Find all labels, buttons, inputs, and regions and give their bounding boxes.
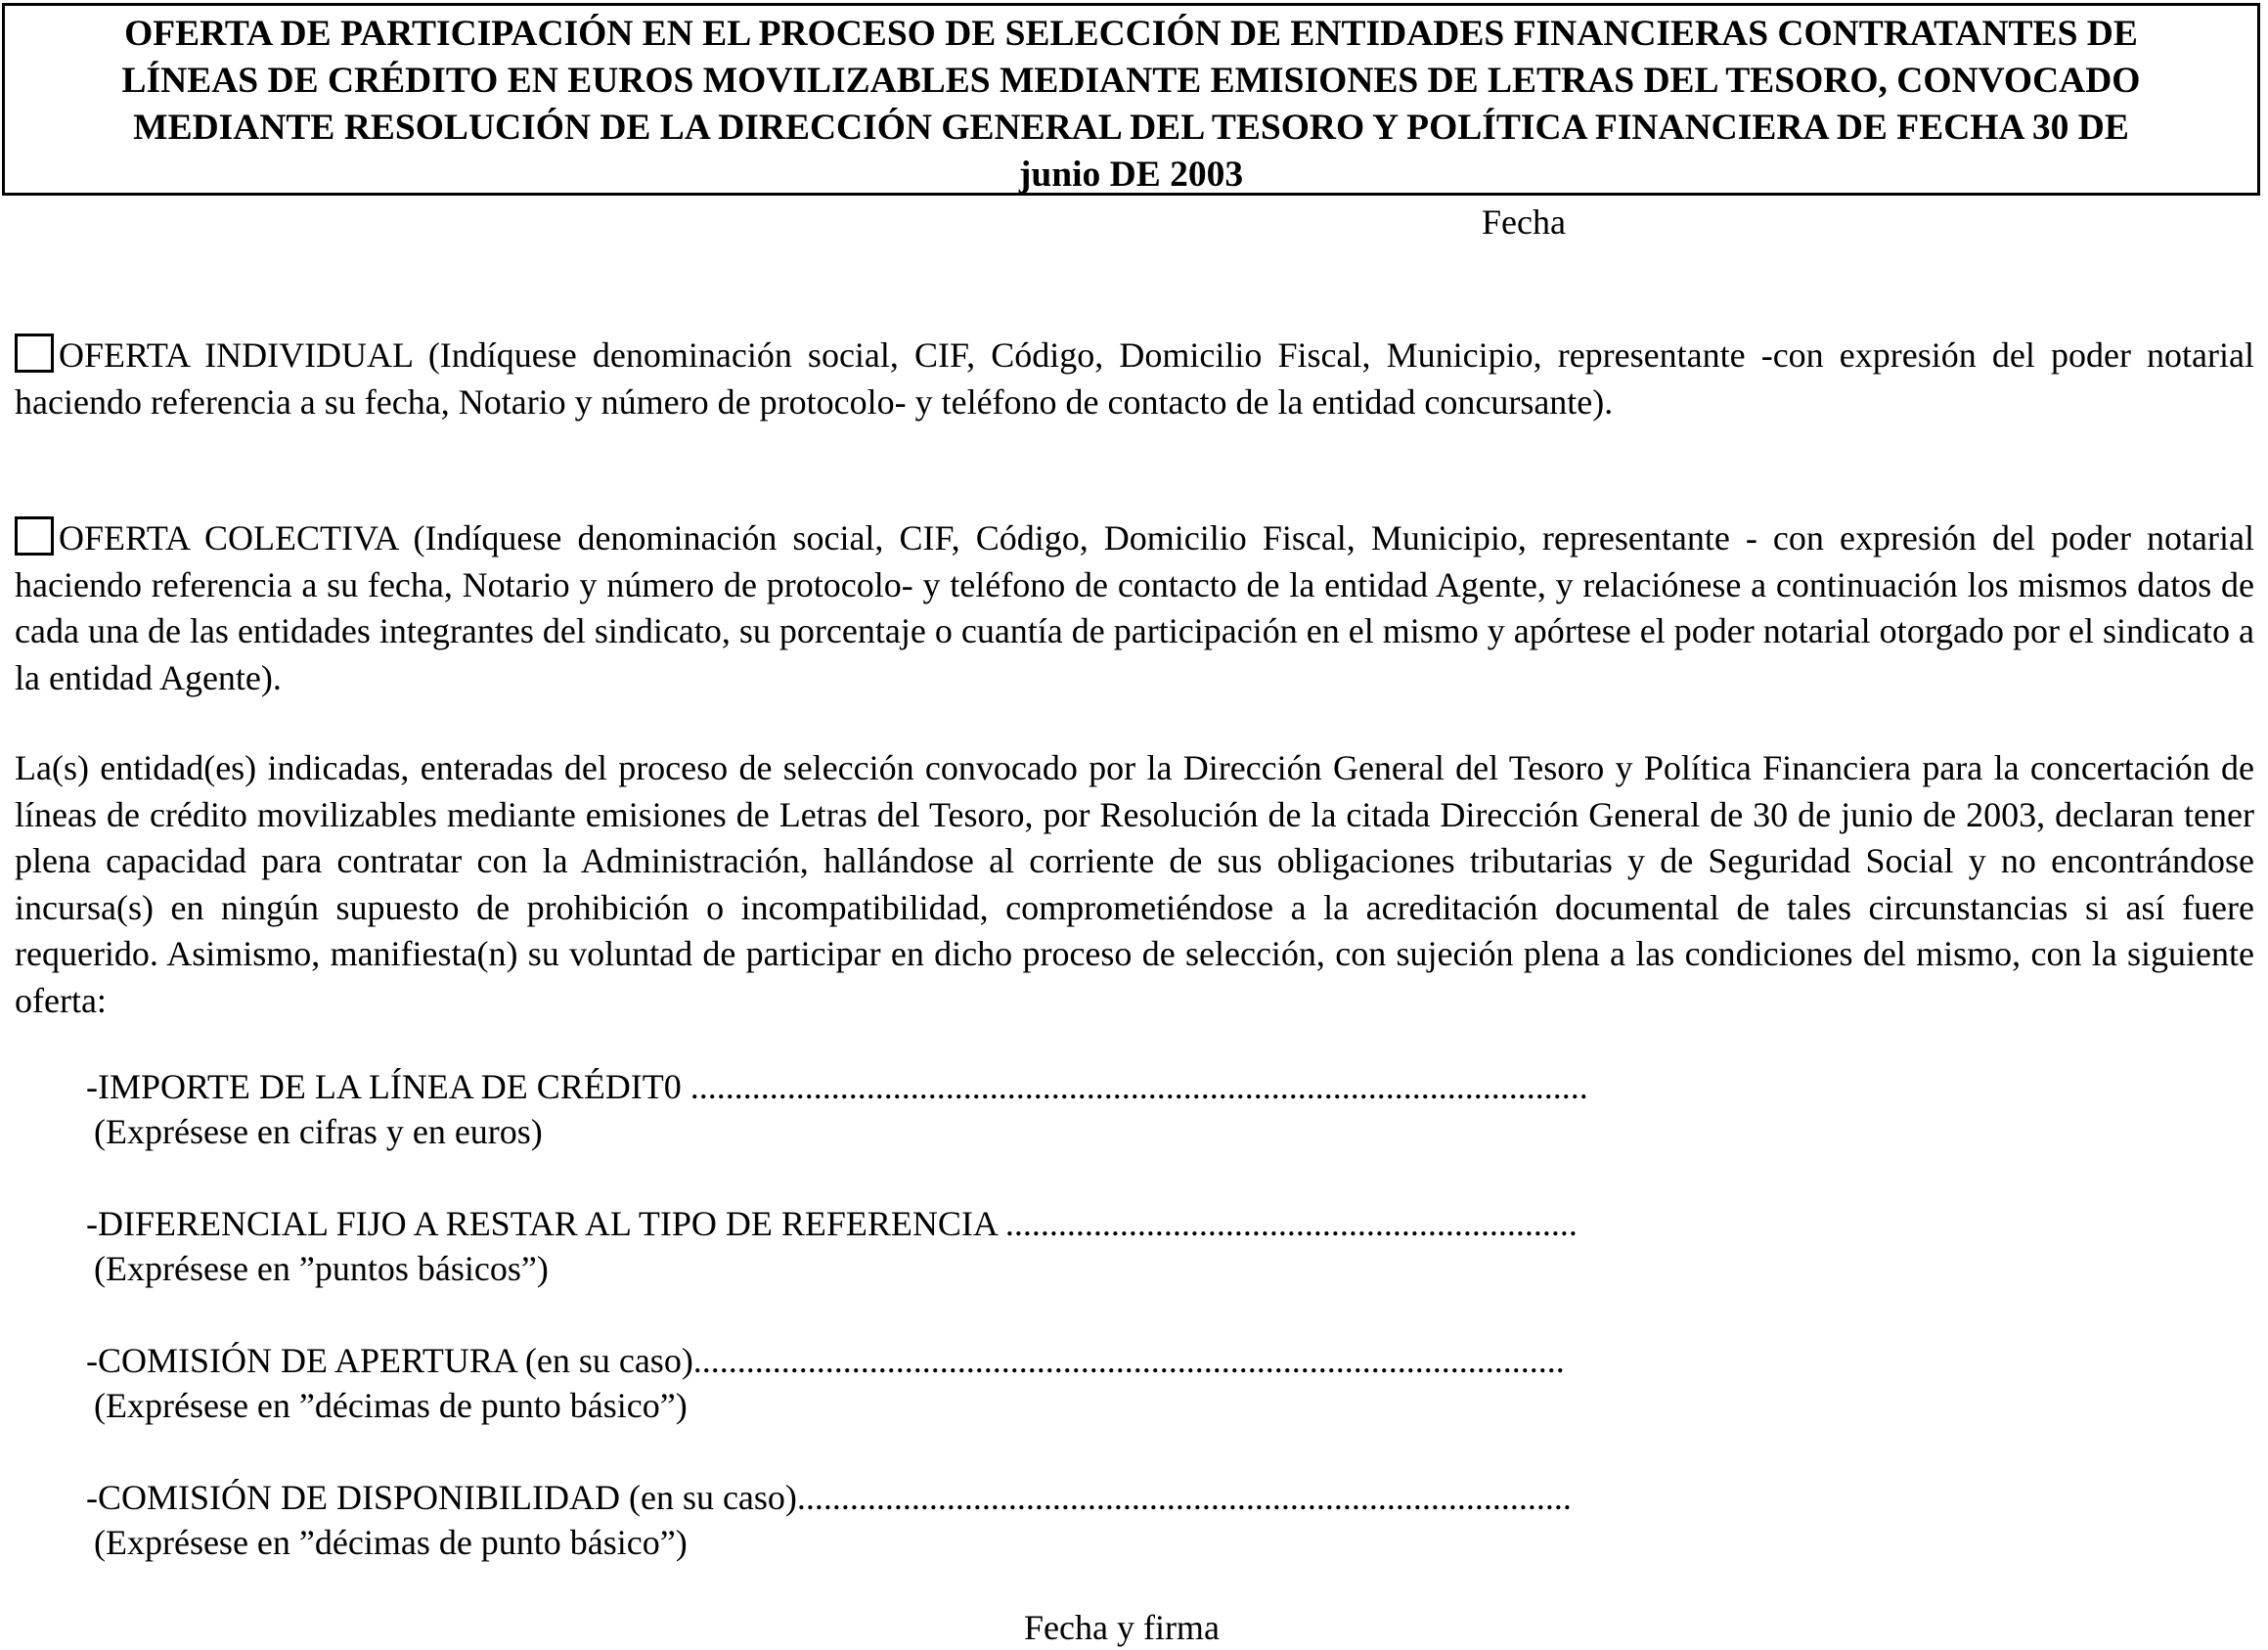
field-credit-amount xyxy=(86,1064,1588,1154)
document-title xyxy=(2,3,2260,196)
field-opening-fee xyxy=(86,1338,1565,1428)
field-hint: (Exprésese en ”décimas de punto básico”) xyxy=(94,1386,688,1425)
option-individual xyxy=(15,333,2254,425)
individual-offer-checkbox[interactable] xyxy=(15,334,54,373)
field-hint: (Exprésese en cifras y en euros) xyxy=(94,1112,543,1151)
individual-offer-text: OFERTA INDIVIDUAL (Indíquese denominación social, CIF, Código, Domicilio Fiscal, Municipio, representante -con expresión del poder notarial haciendo referencia a su fecha, Notario y número de protocolo- y teléfono de contacto de la entidad concursante). xyxy=(15,335,2254,422)
title-line: OFERTA DE PARTICIPACIÓN EN EL PROCESO DE SELECCIÓN DE ENTIDADES FINANCIERAS CONTRATANTES DE xyxy=(124,14,2138,54)
field-availability-fee xyxy=(86,1475,1572,1565)
option-collective xyxy=(15,515,2254,701)
declaration-paragraph: La(s) entidad(es) indicadas, enteradas del proceso de selección convocado por la Dirección General del Tesoro y Política Financiera para la concertación de líneas de crédito movilizables mediante emisiones de Letras del Tesoro, por Resolución de la citada Dirección General de 30 de junio de 2003, declaran tener plena capacidad para contratar con la Administración, hallándose al corriente de sus obligaciones tributarias y de Seguridad Social y no encontrándose incursa(s) en ningún supuesto de prohibición o incompatibilidad, comprometiéndose a la acreditación documental de tales circunstancias si así fuere requerido. Asimismo, manifiesta(n) su voluntad de participar en dicho proceso de selección, con sujeción plena a las condiciones del mismo, con la siguiente oferta: xyxy=(15,748,2254,1020)
collective-offer-checkbox[interactable] xyxy=(15,516,54,556)
field-hint: (Exprésese en ”décimas de punto básico”) xyxy=(94,1523,688,1562)
collective-offer-text: OFERTA COLECTIVA (Indíquese denominación social, CIF, Código, Domicilio Fiscal, Municipio, representante - con expresión del poder notarial haciendo referencia a su fecha, Notario y número de protocolo- y teléfono de contacto de la entidad Agente, y relaciónese a continuación los mismos datos de cada una de las entidades integrantes del sindicato, su porcentaje o cuantía de participación en el mismo y apórtese el poder notarial otorgado por el sindicato a la entidad Agente). xyxy=(15,518,2254,697)
field-label: -COMISIÓN DE DISPONIBILIDAD (en su caso)........................................................................................ xyxy=(86,1478,1572,1517)
field-fixed-spread xyxy=(86,1201,1578,1291)
field-label: -IMPORTE DE LA LÍNEA DE CRÉDIT0 ...................................................................................................... xyxy=(86,1067,1588,1106)
field-label: -DIFERENCIAL FIJO A RESTAR AL TIPO DE REFERENCIA ................................................................. xyxy=(86,1204,1578,1243)
title-line: MEDIANTE RESOLUCIÓN DE LA DIRECCIÓN GENERAL DEL TESORO Y POLÍTICA FINANCIERA DE FECHA 30 DE xyxy=(133,108,2129,148)
date-label: Fecha xyxy=(1482,202,1566,242)
signature-label: Fecha y firma xyxy=(1024,1608,1220,1647)
title-line: LÍNEAS DE CRÉDITO EN EUROS MOVILIZABLES MEDIANTE EMISIONES DE LETRAS DEL TESORO, CONVOCADO xyxy=(121,61,2141,101)
field-hint: (Exprésese en ”puntos básicos”) xyxy=(94,1249,549,1288)
field-label: -COMISIÓN DE APERTURA (en su caso)................................................................................................... xyxy=(86,1341,1565,1380)
title-line: junio DE 2003 xyxy=(1018,155,1244,195)
